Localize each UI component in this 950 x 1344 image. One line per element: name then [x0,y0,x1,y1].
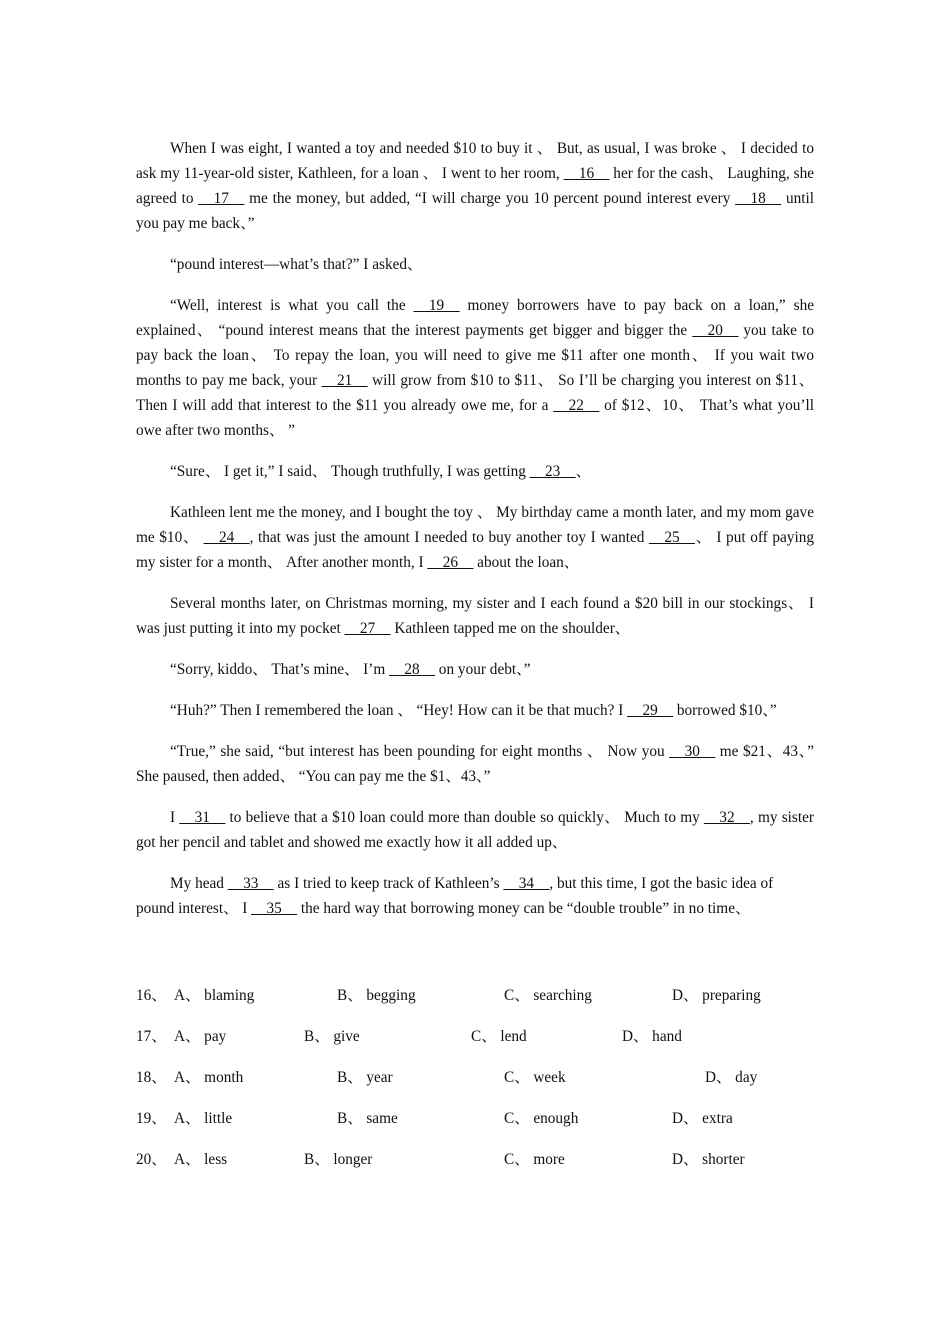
option-c[interactable]: C、 enough [504,1110,579,1127]
text: on your debt、” [434,661,531,678]
blank-23: __23__ [529,463,576,480]
blank-18: __18__ [735,190,782,207]
passage [136,136,814,937]
option-b[interactable]: B、 year [337,1069,393,1086]
option-d[interactable]: D、 preparing [672,987,761,1004]
blank-16: __16__ [563,165,610,182]
text: you take to pay back the loan、 To repay the loan, you will need to give me $11 after one month、 If you wait two months to pay me back, your [136,322,814,389]
option-d[interactable]: D、 day [705,1069,758,1086]
text: “Well, interest is what you call the [170,297,414,314]
blank-29: __29__ [627,702,674,719]
text: “Huh?” Then I remembered the loan 、 “Hey! How can it be that much? I [170,702,628,719]
text: to believe that a $10 loan could more than double so quickly、 Much to my [225,809,704,826]
paragraph-7 [136,657,814,682]
text: “pound interest—what’s that?” I asked、 [170,256,423,273]
option-c[interactable]: C、 searching [504,987,592,1004]
blank-22: __22__ [553,397,600,414]
option-a[interactable]: A、 less [174,1151,228,1168]
text: , my sister got her pencil and tablet and showed me exactly how it all added up、 [136,809,815,851]
blank-31: __31__ [179,809,226,826]
option-d[interactable]: D、 extra [672,1110,733,1127]
text: “Sure、 I get it,” I said、 Though truthfully, I was getting [170,463,530,480]
text: My head [170,875,228,892]
paragraph-10 [136,805,814,855]
option-a[interactable]: A、 pay [174,1028,227,1045]
question-number: 19、 [136,1110,167,1127]
blank-21: __21__ [321,372,368,389]
question-number: 16、 [136,987,167,1004]
text: , but this time, I got the basic idea of pound interest、 I [136,875,774,917]
blank-26: __26__ [427,554,474,571]
question-16 [136,983,836,1024]
blank-28: __28__ [389,661,435,678]
text: I [170,809,180,826]
text: as I tried to keep track of Kathleen’s [273,875,504,892]
blank-33: __33__ [227,875,274,892]
question-17 [136,1024,836,1065]
option-a[interactable]: A、 little [174,1110,233,1127]
option-c[interactable]: C、 lend [471,1028,527,1045]
option-c[interactable]: C、 more [504,1151,565,1168]
paragraph-5 [136,500,814,575]
blank-34: __34__ [503,875,550,892]
paragraph-4 [136,459,814,484]
text: Kathleen lent me the money, and I bought the toy 、 My birthday came a month later, and my mom gave me $10、 [136,504,814,546]
text: me the money, but added, “I will charge you 10 percent pound interest every [244,190,736,207]
text: about the loan、 [473,554,580,571]
blank-17: __17__ [198,190,245,207]
option-b[interactable]: B、 longer [304,1151,373,1168]
text: 、 [575,463,591,480]
paragraph-11 [136,871,784,921]
blank-27: __27__ [344,620,391,637]
blank-30: __30__ [669,743,716,760]
option-b[interactable]: B、 begging [337,987,416,1004]
paragraph-2 [136,252,814,277]
option-c[interactable]: C、 week [504,1069,566,1086]
text: the hard way that borrowing money can be “double trouble” in no time、 [297,900,751,917]
text: until you pay me back、” [136,190,814,232]
blank-32: __32__ [704,809,750,826]
text: money borrowers have to pay back on a loan,” she explained、 “pound interest means that the interest payments get bigger and bigger the [136,297,815,339]
blank-24: __24__ [203,529,250,546]
text: , that was just the amount I needed to buy another toy I wanted [249,529,650,546]
paragraph-3 [136,293,814,443]
option-b[interactable]: B、 same [337,1110,398,1127]
option-d[interactable]: D、 shorter [672,1151,745,1168]
answer-options [136,983,836,1188]
paragraph-1 [136,136,814,236]
text: Several months later, on Christmas morning, my sister and I each found a $20 bill in our stockings、 I was just putting it into my pocket [136,595,814,637]
text: her for the cash、 Laughing, she agreed to [136,165,815,207]
text: “Sorry, kiddo、 That’s mine、 I’m [170,661,390,678]
text: will grow from $10 to $11、 So I’ll be charging you interest on $11、 Then I will add that interest to the $11 you already owe me, for a [136,372,814,414]
blank-19: __19__ [413,297,460,314]
text: When I was eight, I wanted a toy and needed $10 to buy it 、 But, as usual, I was broke 、 I decided to ask my 11-year-old sister, Kathleen, for a loan 、 I went to her room, [136,140,814,182]
paragraph-8 [136,698,814,723]
blank-35: __35__ [251,900,298,917]
text: me $21、43、” She paused, then added、 “You can pay me the $1、43、” [136,743,814,785]
text: Kathleen tapped me on the shoulder、 [390,620,631,637]
text: 、 I put off paying my sister for a month、 After another month, I [136,529,814,571]
option-b[interactable]: B、 give [304,1028,360,1045]
question-20 [136,1147,836,1188]
text: borrowed $10、” [673,702,777,719]
question-number: 17、 [136,1028,167,1045]
option-a[interactable]: A、 blaming [174,987,255,1004]
question-19 [136,1106,836,1147]
text: “True,” she said, “but interest has been pounding for eight months 、 Now you [170,743,670,760]
blank-20: __20__ [692,322,739,339]
blank-25: __25__ [649,529,695,546]
question-18 [136,1065,836,1106]
option-d[interactable]: D、 hand [622,1028,682,1045]
paragraph-9 [136,739,814,789]
option-a[interactable]: A、 month [174,1069,244,1086]
text: of $12、10、 That’s what you’ll owe after two months、 ” [136,397,814,439]
paragraph-6 [136,591,814,641]
question-number: 18、 [136,1069,167,1086]
question-number: 20、 [136,1151,167,1168]
